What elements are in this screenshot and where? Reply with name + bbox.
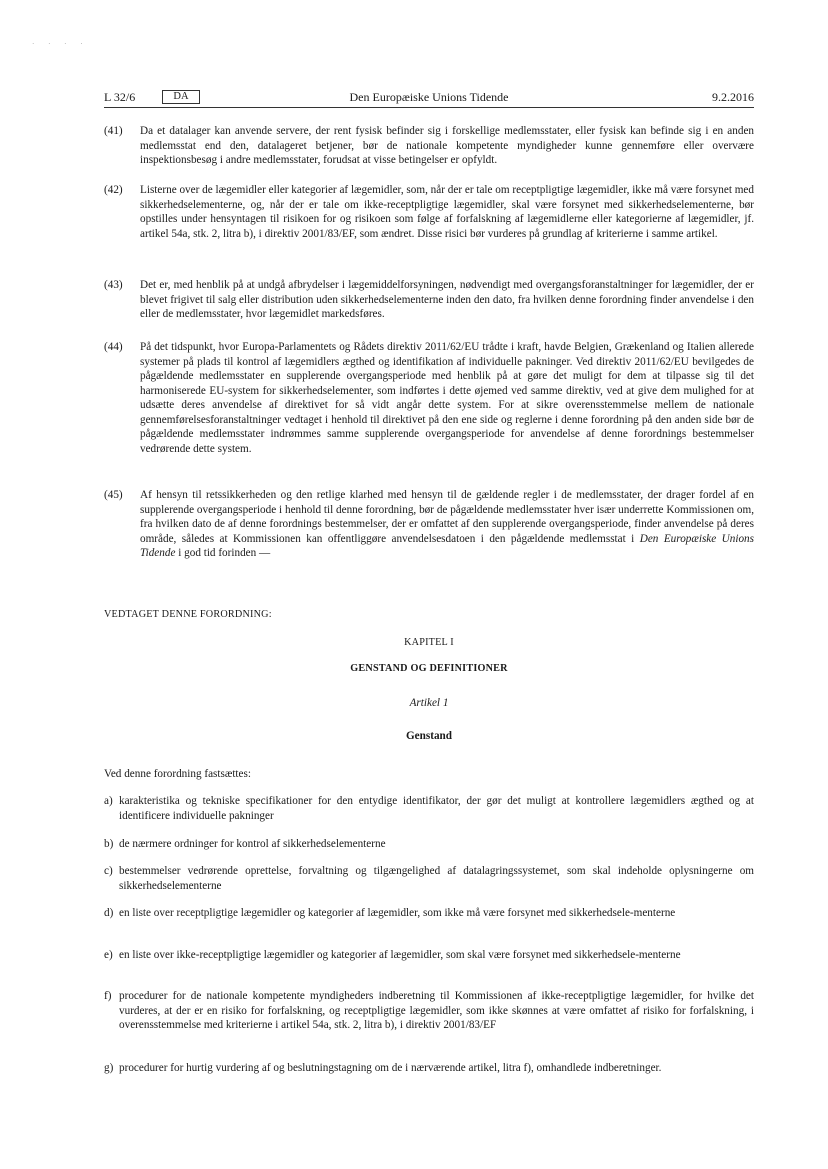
list-item-text: karakteristika og tekniske specifikationer for den entydige identifikator, der gør det muligt at kontrollere lægemidlers ægthed og at identificere individuelle pakninger [119, 795, 754, 822]
list-item-text: de nærmere ordninger for kontrol af sikkerhedselementerne [119, 838, 386, 850]
recital-text: Da et datalager kan anvende servere, der rent fysisk befinder sig i forskellige medlemsstater, eller fysisk kan befinde sig i en anden medlemsstat end den, datalageret betjener, bør de nationale kompetente myndigheder kunne gennemføre eller overvære inspektionsbesøg i andre medlemsstater, forudsat at visse betingelser er opfyldt. [140, 125, 754, 166]
publication-date: 9.2.2016 [712, 90, 754, 104]
recital-text-body: Af hensyn til retssikkerheden og den retlige klarhed med hensyn til de gældende regler i de medlemsstater, der drager fordel af en supplerende overgangsperiode i henhold til denne forordning, bør de pågældende medlemsstater hver især underrette Kommissionen om, fra hvilken dato de af denne forordnings bestemmelser, der er omfattet af den supplerende overgangsperiode, finder anvendelse på deres område, således at Kommissionen kan offentliggøre anvendelsesdatoen i den pågældende medlemsstat i [140, 489, 754, 545]
article-number: Artikel 1 [409, 697, 449, 709]
list-item-b [104, 837, 754, 852]
list-item-c [104, 864, 754, 893]
recital-number: (41) [104, 125, 123, 137]
chapter-title: GENSTAND OG DEFINITIONER [350, 663, 508, 674]
recital-45 [104, 488, 754, 561]
recital-number: (43) [104, 279, 123, 291]
recital-42 [104, 183, 754, 241]
journal-title: Den Europæiske Unions Tidende [349, 90, 509, 104]
article-title: Genstand [405, 730, 452, 742]
chapter-number: KAPITEL I [404, 637, 454, 648]
list-item-label: e) [104, 949, 113, 961]
list-item-label: g) [104, 1062, 114, 1074]
scan-marks: · · · · [32, 40, 89, 48]
header-divider [104, 107, 754, 108]
recital-text-tail: i god tid forinden — [175, 547, 271, 559]
recital-43 [104, 278, 754, 322]
recital-text: Listerne over de lægemidler eller kategorier af lægemidler, som, når der er tale om receptpligtige lægemidler, ikke må være forsynet med sikkerhedselementerne, og, når der er tale om ikke-receptpligtige lægemidler, skal være forsynet med sikkerhedselementerne, bør opstilles under hensyntagen til risikoen for og risikoen som følge af forfalskning af lægemidlerne eller kategorierne af lægemidler, jf. artikel 54a, stk. 2, litra b), i direktiv 2001/83/EF, som ændret. Disse risici bør vurderes på grundlag af kriterierne i samme artikel. [140, 184, 754, 240]
list-item-label: b) [104, 838, 114, 850]
recital-number: (44) [104, 341, 123, 353]
journal-reference: Den Europæiske Unions Tidende [140, 532, 755, 559]
page-header [104, 89, 754, 105]
page-reference: L 32/6 [104, 90, 136, 104]
list-item-label: f) [104, 990, 112, 1002]
list-item-text: en liste over ikke-receptpligtige lægemidler og kategorier af lægemidler, som skal være forsynet med sikkerhedsele-menterne [119, 949, 681, 961]
list-item-label: a) [104, 795, 113, 807]
recital-number: (42) [104, 184, 123, 196]
article-intro: Ved denne forordning fastsættes: [104, 768, 251, 780]
language-badge: DA [162, 90, 200, 104]
list-item-f [104, 989, 754, 1033]
recital-text: På det tidspunkt, hvor Europa-Parlamentets og Rådets direktiv 2011/62/EU trådte i kraft, havde Belgien, Grækenland og Italien allerede systemer på plads til kontrol af lægemidlers ægthed og identifikation af individuelle pakninger. Ved direktiv 2011/62/EU bevilgedes de pågældende medlemsstater en supplerende overgangsperiode med henblik på at gøre det muligt for dem at tilpasse sig til det harmoniserede EU-system for sikkerhedselementer, som indførtes i dette øjemed ved samme direktiv, ved at give dem mulighed for at udsætte deres anvendelse af direktivet for så vidt angår dette system. For at sikre overensstemmelse mellem de nationale gennemførelsesforanstaltninger vedtaget i henhold til direktivet på den ene side og reglerne i denne forordning på den anden side bør de pågældende medlemsstater indrømmes samme supplerende overgangsperiode for anvendelse af denne forordnings bestemmelser vedrørende dette system. [140, 341, 754, 455]
recital-44 [104, 340, 754, 456]
recital-41 [104, 124, 754, 168]
list-item-d [104, 906, 754, 921]
list-item-a [104, 794, 754, 823]
recital-text [140, 488, 754, 561]
list-item-label: d) [104, 907, 114, 919]
list-item-e [104, 948, 754, 963]
list-item-text: en liste over receptpligtige lægemidler og kategorier af lægemidler, som ikke må være forsynet med sikkerhedsele-menterne [119, 907, 676, 919]
recital-text: Det er, med henblik på at undgå afbrydelser i lægemiddelforsyningen, nødvendigt med overgangsforanstaltninger for lægemidler, der er blevet frigivet til salg eller distribution uden sikkerhedselementerne inden den dato, fra hvilken denne forordning finder anvendelse i den eller de medlemsstater, hvor lægemidlet markedsføres. [140, 279, 754, 320]
list-item-g [104, 1061, 754, 1076]
recital-number: (45) [104, 489, 123, 501]
list-item-text: procedurer for de nationale kompetente myndigheders indberetning til Kommissionen af ikke-receptpligtige lægemidler, for hvilke det vurderes, at der er en risiko for forfalskning, og receptpligtige lægemidler, som ikke skønnes at være omfattet af risiko for forfalskning, i overensstemmelse med kriterierne i artikel 54a, stk. 2, litra b), i direktiv 2001/83/EF [119, 990, 754, 1031]
list-item-label: c) [104, 865, 113, 877]
list-item-text: procedurer for hurtig vurdering af og beslutningstagning om de i nærværende artikel, litra f), omhandlede indberetninger. [119, 1062, 662, 1074]
adoption-formula: VEDTAGET DENNE FORORDNING: [104, 609, 272, 620]
list-item-text: bestemmelser vedrørende oprettelse, forvaltning og tilgængelighed af datalagringssystemet, som skal indeholde oplysningerne om sikkerhedselementerne [119, 865, 754, 892]
